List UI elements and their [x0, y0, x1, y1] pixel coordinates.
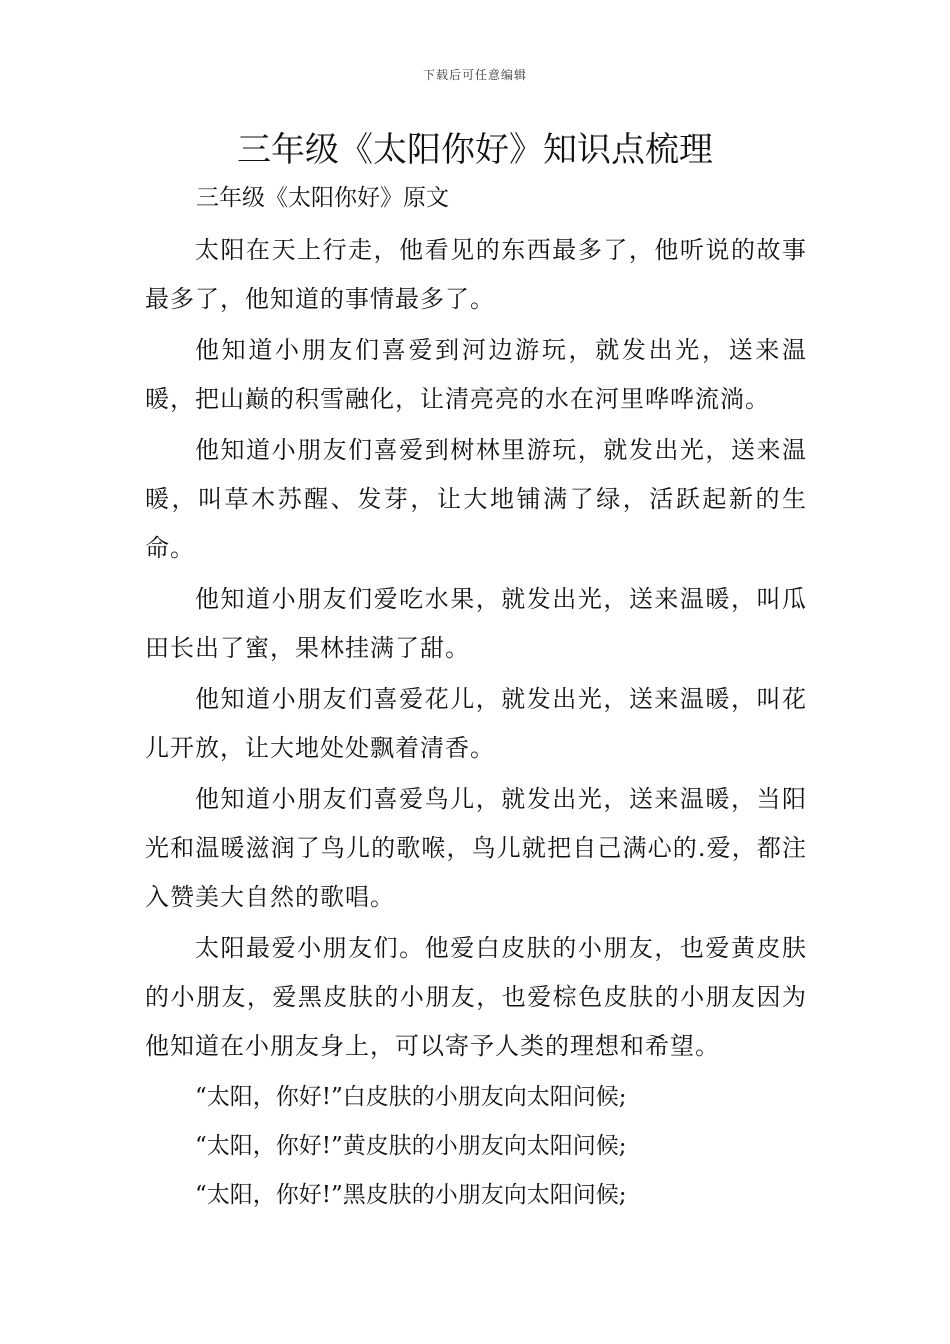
- greeting-line: “太阳，你好!”白皮肤的小朋友向太阳问候;: [195, 1084, 627, 1110]
- document-body: [145, 226, 807, 1220]
- paragraph: 他知道小朋友们喜爱到河边游玩，就发出光，送来温暖，把山巅的积雪融化，让清亮亮的水在河里哗哗流淌。: [145, 336, 807, 413]
- paragraph: 他知道小朋友们喜爱到树林里游玩，就发出光，送来温暖，叫草木苏醒、发芽，让大地铺满了绿，活跃起新的生命。: [145, 436, 807, 562]
- section-subheading: 三年级《太阳你好》原文: [196, 185, 449, 211]
- document-title: 三年级《太阳你好》知识点梳理: [237, 130, 713, 170]
- paragraph: 他知道小朋友们喜爱鸟儿，就发出光，送来温暖，当阳光和温暖滋润了鸟儿的歌喉，鸟儿就把自己满心的.爱，都注入赞美大自然的歌唱。: [145, 785, 807, 911]
- paragraph: 太阳在天上行走，他看见的东西最多了，他听说的故事最多了，他知道的事情最多了。: [145, 236, 807, 313]
- paragraph: 他知道小朋友们喜爱花儿，就发出光，送来温暖，叫花儿开放，让大地处处飘着清香。: [145, 685, 807, 762]
- greeting-line: “太阳，你好!”黄皮肤的小朋友向太阳问候;: [195, 1133, 627, 1159]
- greeting-line: “太阳，你好!”黑皮肤的小朋友向太阳问候;: [195, 1182, 627, 1208]
- paragraph: 他知道小朋友们爱吃水果，就发出光，送来温暖，叫瓜田长出了蜜，果林挂满了甜。: [145, 585, 807, 662]
- page-header-note: 下载后可任意编辑: [422, 68, 527, 82]
- paragraph: 太阳最爱小朋友们。他爱白皮肤的小朋友，也爱黄皮肤的小朋友，爱黑皮肤的小朋友，也爱棕色皮肤的小朋友因为他知道在小朋友身上，可以寄予人类的理想和希望。: [145, 934, 807, 1060]
